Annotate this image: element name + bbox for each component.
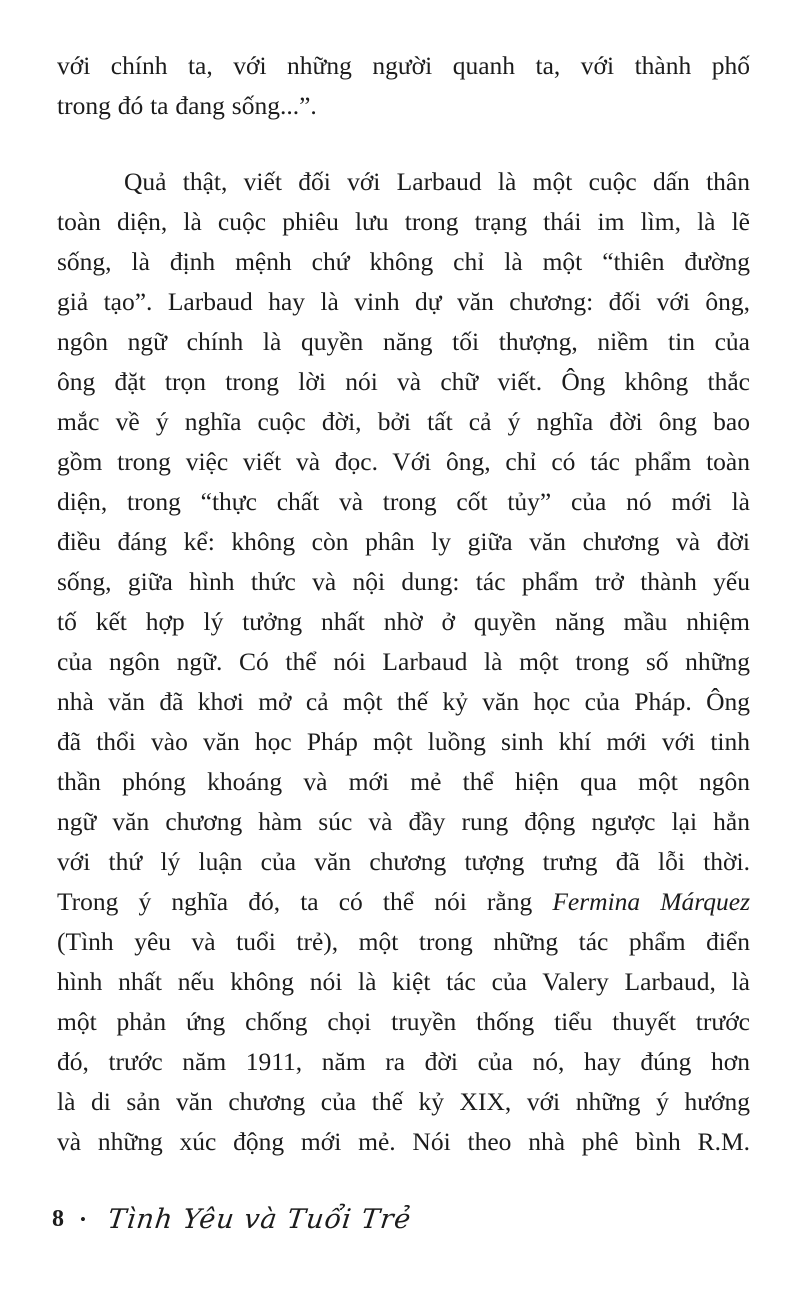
text-segment: trong đó ta đang sống...”.	[57, 91, 317, 120]
text-line	[57, 962, 750, 1002]
text-line	[57, 282, 750, 322]
page-body-text	[57, 46, 750, 1162]
text-segment: của ngôn ngữ. Có thể nói Larbaud là một trong số những	[57, 647, 750, 676]
text-line	[57, 322, 750, 362]
text-line	[57, 1042, 750, 1082]
text-segment: ông đặt trọn trong lời nói và chữ viết. Ông không thắc	[57, 367, 750, 396]
paragraph	[57, 162, 750, 1162]
text-line	[57, 442, 750, 482]
text-segment: Trong ý nghĩa đó, ta có thể nói rằng	[57, 887, 553, 916]
text-segment: ngôn ngữ chính là quyền năng tối thượng, niềm tin của	[57, 327, 750, 356]
text-line	[57, 682, 750, 722]
text-segment: nhà văn đã khơi mở cả một thế kỷ văn học của Pháp. Ông	[57, 687, 750, 716]
text-line	[57, 46, 750, 86]
text-line	[57, 602, 750, 642]
text-segment: sống, giữa hình thức và nội dung: tác phẩm trở thành yếu	[57, 567, 750, 596]
text-segment: toàn diện, là cuộc phiêu lưu trong trạng thái im lìm, là lẽ	[57, 207, 750, 236]
text-line	[57, 562, 750, 602]
text-line	[57, 86, 750, 126]
text-line	[57, 1122, 750, 1162]
italic-book-title: Fermina Márquez	[552, 887, 750, 916]
text-segment: gồm trong việc viết và đọc. Với ông, chỉ có tác phẩm toàn	[57, 447, 750, 476]
text-segment: đó, trước năm 1911, năm ra đời của nó, hay đúng hơn	[57, 1047, 750, 1076]
page-number: 8	[52, 1205, 64, 1232]
text-line	[57, 482, 750, 522]
text-segment: ngữ văn chương hàm súc và đầy rung động ngược lại hẳn	[57, 807, 750, 836]
text-line	[57, 882, 750, 922]
text-line	[57, 522, 750, 562]
text-line	[57, 922, 750, 962]
text-segment: diện, trong “thực chất và trong cốt tủy” của nó mới là	[57, 487, 750, 516]
text-line	[57, 1002, 750, 1042]
text-segment: Quả thật, viết đối với Larbaud là một cuộc dấn thân	[124, 167, 750, 196]
text-line	[57, 1082, 750, 1122]
text-line	[57, 802, 750, 842]
text-segment: đã thổi vào văn học Pháp một luồng sinh khí mới với tinh	[57, 727, 750, 756]
text-line	[57, 402, 750, 442]
book-title: Tình Yêu và Tuổi Trẻ	[105, 1203, 414, 1235]
text-segment: với thứ lý luận của văn chương tượng trưng đã lỗi thời.	[57, 847, 750, 876]
text-segment: hình nhất nếu không nói là kiệt tác của Valery Larbaud, là	[57, 967, 750, 996]
text-segment: (Tình yêu và tuổi trẻ), một trong những tác phẩm điển	[57, 927, 750, 956]
text-segment: là di sản văn chương của thế kỷ XIX, với những ý hướng	[57, 1087, 750, 1116]
text-line	[57, 362, 750, 402]
text-segment: một phản ứng chống chọi truyền thống tiểu thuyết trước	[57, 1007, 750, 1036]
text-segment: giả tạo”. Larbaud hay là vinh dự văn chương: đối với ông,	[57, 287, 750, 316]
text-segment: với chính ta, với những người quanh ta, với thành phố	[57, 51, 750, 80]
text-segment: và những xúc động mới mẻ. Nói theo nhà phê bình R.M.	[57, 1127, 750, 1156]
text-line	[57, 202, 750, 242]
text-segment: điều đáng kể: không còn phân ly giữa văn chương và đời	[57, 527, 750, 556]
text-line	[57, 842, 750, 882]
text-segment: sống, là định mệnh chứ không chỉ là một “thiên đường	[57, 247, 750, 276]
text-line	[57, 762, 750, 802]
bullet-separator-icon: •	[80, 1209, 86, 1229]
text-line	[57, 642, 750, 682]
text-segment: mắc về ý nghĩa cuộc đời, bởi tất cả ý nghĩa đời ông bao	[57, 407, 750, 436]
paragraph	[57, 46, 750, 126]
text-line	[57, 722, 750, 762]
text-line	[57, 162, 750, 202]
page-footer	[52, 1198, 414, 1240]
text-segment: tố kết hợp lý tưởng nhất nhờ ở quyền năng mầu nhiệm	[57, 607, 750, 636]
text-line	[57, 242, 750, 282]
text-segment: thần phóng khoáng và mới mẻ thể hiện qua một ngôn	[57, 767, 750, 796]
